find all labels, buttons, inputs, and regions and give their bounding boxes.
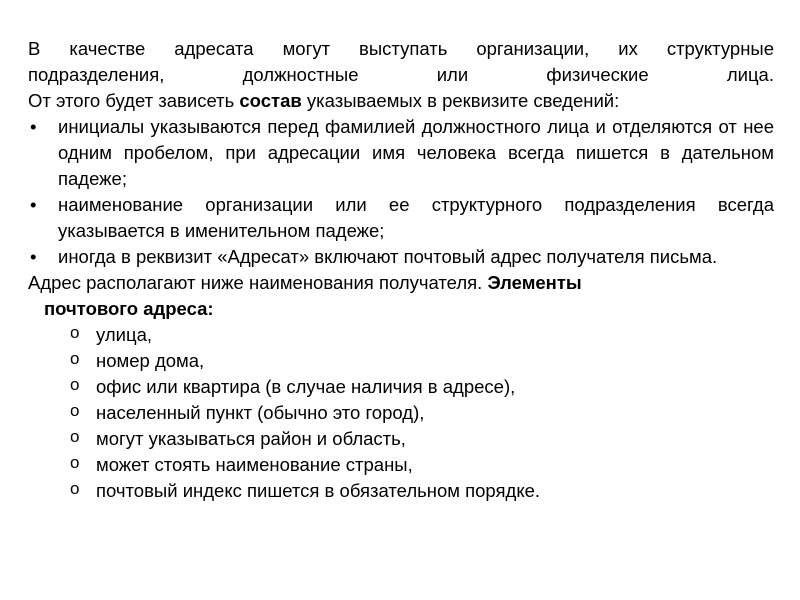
- intro-bold-word: состав: [239, 90, 302, 111]
- address-element-item: [28, 400, 774, 426]
- address-paragraph: [28, 270, 774, 322]
- intro-line-3-text: От этого будет зависеть: [28, 90, 240, 111]
- address-element-text: может стоять наименование страны,: [96, 454, 413, 475]
- bullet-item: [28, 192, 774, 244]
- address-heading-part2: почтового адреса:: [44, 298, 214, 319]
- sub-marker: o: [70, 401, 80, 420]
- bullet-text: инициалы указываются перед фамилией должностного лица и отделяются от нее одним пробелом, при адресации имя человека всегда пишется в дательном падеже;: [58, 116, 774, 189]
- address-element-text: могут указываться район и область,: [96, 428, 406, 449]
- address-element-text: почтовый индекс пишется в обязательном порядке.: [96, 480, 541, 501]
- bullet-item: [28, 244, 774, 270]
- address-element-text: улица,: [96, 324, 152, 345]
- address-element-item: [28, 374, 774, 400]
- address-element-text: населенный пункт (обычно это город),: [96, 402, 425, 423]
- sub-marker: o: [70, 453, 80, 472]
- address-element-text: номер дома,: [96, 350, 205, 371]
- address-element-item: [28, 322, 774, 348]
- bullet-marker: •: [30, 194, 37, 215]
- bullet-list: [28, 114, 774, 270]
- intro-line-1: В качестве адресата могут выступать организации, их структурные: [28, 38, 774, 59]
- address-element-item: [28, 452, 774, 478]
- intro-line-2: подразделения, должностные или физические лица.: [28, 64, 774, 85]
- address-elements-list: [28, 322, 774, 504]
- bullet-text: наименование организации или ее структурного подразделения всегда указывается в именительном падеже;: [58, 194, 774, 241]
- bullet-marker: •: [30, 246, 37, 267]
- intro-paragraph: [28, 36, 774, 114]
- sub-marker: o: [70, 427, 80, 446]
- address-heading-part1: Элементы: [487, 272, 582, 293]
- address-text: Адрес располагают ниже наименования получателя.: [28, 272, 488, 293]
- sub-marker: o: [70, 349, 80, 368]
- sub-marker: o: [70, 323, 80, 342]
- bullet-marker: •: [30, 116, 37, 137]
- intro-line-3: [28, 90, 619, 111]
- address-element-item: [28, 348, 774, 374]
- intro-line-3-tail: указываемых в реквизите сведений:: [301, 90, 620, 111]
- sub-marker: o: [70, 479, 80, 498]
- address-element-item: [28, 478, 774, 504]
- address-element-text: офис или квартира (в случае наличия в адресе),: [96, 376, 516, 397]
- bullet-text: иногда в реквизит «Адресат» включают почтовый адрес получателя письма.: [58, 246, 718, 267]
- bullet-item: [28, 114, 774, 192]
- sub-marker: o: [70, 375, 80, 394]
- address-element-item: [28, 426, 774, 452]
